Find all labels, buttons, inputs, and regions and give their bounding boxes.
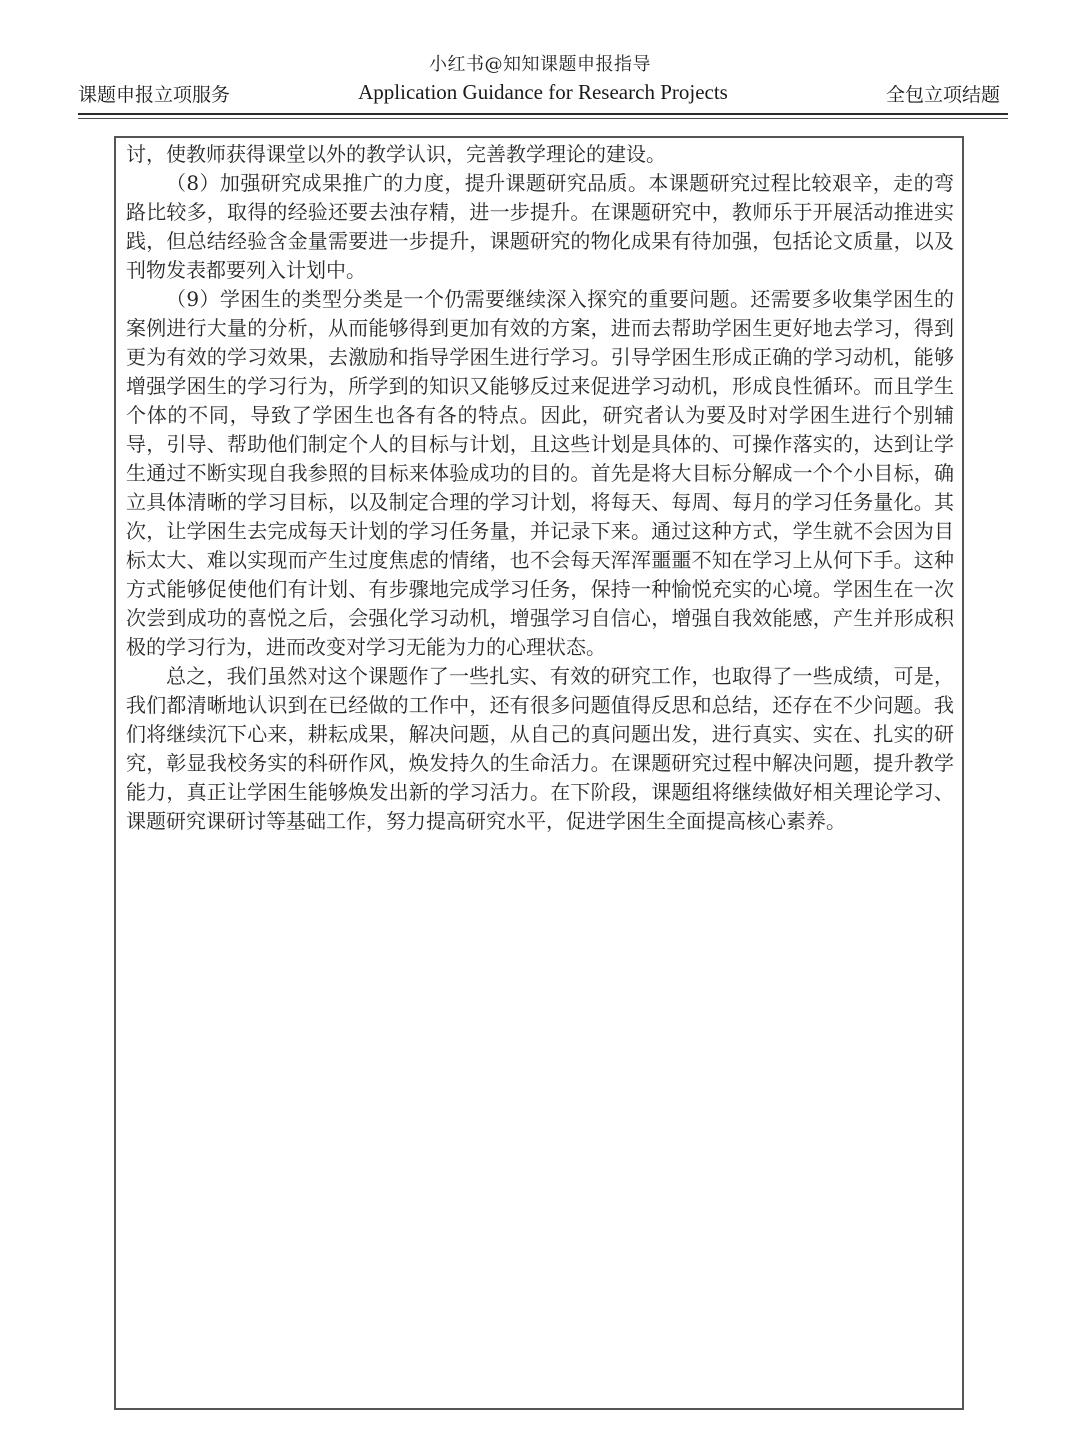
header-right-text: 全包立项结题: [885, 84, 1000, 106]
paragraph-item-9: （9）学困生的类型分类是一个仍需要继续深入探究的重要问题。还需要多收集学困生的案例进行大量的分析，从而能够得到更加有效的方案，进而去帮助学困生更好地去学习，得到更为有效的学习效果，去激励和指导学困生进行学习。引导学困生形成正确的学习动机，能够增强学困生的学习行为，所学到的知识又能够反过来促进学习动机，形成良性循环。而且学生个体的不同，导致了学困生也各有各的特点。因此，研究者认为要及时对学困生进行个别辅导，引导、帮助他们制定个人的目标与计划，且这些计划是具体的、可操作落实的，达到让学生通过不断实现自我参照的目标来体验成功的目的。首先是将大目标分解成一个个小目标，确立具体清晰的学习目标，以及制定合理的学习计划，将每天、每周、每月的学习任务量化。其次，让学困生去完成每天计划的学习任务量，并记录下来。通过这种方式，学生就不会因为目标太大、难以实现而产生过度焦虑的情绪，也不会每天浑浑噩噩不知在学习上从何下手。这种方式能够促使他们有计划、有步骤地完成学习任务，保持一种愉悦充实的心境。学困生在一次次尝到成功的喜悦之后，会强化学习动机，增强学习自信心，增强自我效能感，产生并形成积极的学习行为，进而改变对学习无能为力的心理状态。: [126, 287, 954, 659]
header-center-title: Application Guidance for Research Projects: [358, 80, 728, 104]
document-frame: [114, 136, 964, 1410]
paragraph-summary: 总之，我们虽然对这个课题作了一些扎实、有效的研究工作，也取得了一些成绩，可是，我们都清晰地认识到在已经做的工作中，还有很多问题值得反思和总结，还存在不少问题。我们将继续沉下心来，耕耘成果，解决问题，从自己的真问题出发，进行真实、实在、扎实的研究，彰显我校务实的科研作风，焕发持久的生命活力。在课题研究过程中解决问题，提升教学能力，真正让学困生能够焕发出新的学习活力。在下阶段，课题组将继续做好相关理论学习、课题研究课研讨等基础工作，努力提高研究水平，促进学困生全面提高核心素养。: [126, 664, 954, 833]
header-rule-thin: [78, 118, 1008, 119]
document-body: [126, 140, 954, 836]
paragraph-continuation: 讨，使教师获得课堂以外的教学认识，完善教学理论的建设。: [126, 142, 666, 166]
header-left-text: 课题申报立项服务: [78, 84, 231, 106]
header-rule-thick: [78, 113, 1008, 115]
paragraph-item-8: （8）加强研究成果推广的力度，提升课题研究品质。本课题研究过程比较艰辛，走的弯路比较多，取得的经验还要去浊存精，进一步提升。在课题研究中，教师乐于开展活动推进实践，但总结经验含金量需要进一步提升，课题研究的物化成果有待加强，包括论文质量，以及刊物发表都要列入计划中。: [126, 171, 954, 282]
header-row: [78, 80, 1008, 108]
header-top-line: 小红书@知知课题申报指导: [429, 54, 651, 75]
